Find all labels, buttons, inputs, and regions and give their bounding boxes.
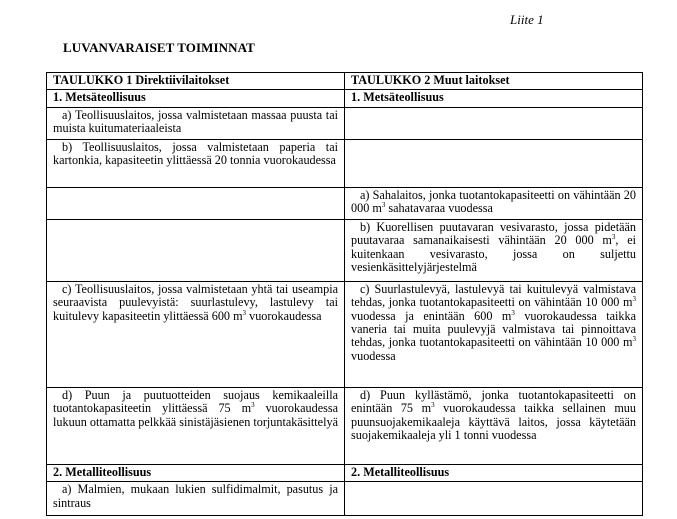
table-row xyxy=(47,482,643,516)
item-text-part: b) Kuorellisen puutavaran vesivarasto, jossa pidetään puutavaraa samanaikaisesti vähintään 20 000 m xyxy=(351,219,636,248)
item-text-part: vuorokaudessa taikka sellainen muu puunsuojakemikaaleja käyttävä laitos, jossa käytetään suojakemikaaleja yli 1 tonni vuodessa xyxy=(351,401,636,443)
superscript: 3 xyxy=(242,308,247,317)
table-cell-right xyxy=(345,387,643,464)
table-cell-right xyxy=(345,139,643,187)
item-text xyxy=(351,221,636,275)
table-header-row xyxy=(47,73,643,90)
item-text-part: vuorokaudessa lukuun ottamatta pelkkää sinistäjäsienen torjuntakäsittelyä xyxy=(53,401,338,429)
table-row xyxy=(47,107,643,139)
permit-table xyxy=(46,72,643,516)
table-row xyxy=(47,281,643,387)
section-row-metal-industry xyxy=(47,464,643,481)
item-text-part: vuorokaudessa taikka vaneria tai muita puulevyjä valmistava tai pinnoittava tehdas, jonka tuotantokapasiteetti on vähintään 10 000 m xyxy=(351,308,636,350)
table-row xyxy=(47,139,643,187)
table-row xyxy=(47,219,643,281)
item-text xyxy=(53,283,338,323)
section-heading-left: 2. Metalliteollisuus xyxy=(47,464,345,481)
table-cell-left xyxy=(47,281,345,387)
superscript: 3 xyxy=(611,233,616,242)
table-cell-right xyxy=(345,187,643,219)
item-text-part: d) Puun kyllästämö, jonka tuotantokapasiteetti on enintään 75 m xyxy=(351,387,636,416)
section-heading-right: 1. Metsäteollisuus xyxy=(345,90,643,107)
item-text-part: , ei kuitenkaan vesivarasto, jossa on suljettu vesienkäsittelyjärjestelmä xyxy=(351,233,636,275)
document-title: LUVANVARAISET TOIMINNAT xyxy=(63,40,255,55)
item-text xyxy=(351,283,636,363)
table-row xyxy=(47,387,643,464)
item-text xyxy=(53,389,338,429)
superscript: 3 xyxy=(511,308,515,317)
superscript: 3 xyxy=(632,295,636,304)
section-heading-right: 2. Metalliteollisuus xyxy=(345,464,643,481)
table-cell-right xyxy=(345,219,643,281)
item-text-part: d) Puun ja puutuotteiden suojaus kemikaaleilla tuotantokapasiteetin ylittäessä 75 m xyxy=(53,387,338,416)
item-text-part: sahatavaraa vuodessa xyxy=(385,201,493,216)
item-text-part: c) Suurlastulevyä, lastulevyä tai kuitulevyä valmistava tehdas, jonka tuotantokapasiteetti on vähintään 10 000 m xyxy=(351,281,636,310)
item-text: b) Teollisuuslaitos, jossa valmistetaan paperia tai kartonkia, kapasiteetin ylittäessä 20 tonnia vuorokaudessa xyxy=(53,139,338,168)
table-cell-right xyxy=(345,107,643,139)
superscript: 3 xyxy=(251,401,255,410)
column-heading-directive: TAULUKKO 1 Direktiivilaitokset xyxy=(47,73,345,90)
table-cell-left xyxy=(47,139,345,187)
appendix-label: Liite 1 xyxy=(510,12,544,27)
item-text: a) Teollisuuslaitos, jossa valmistetaan massaa puusta tai muista kuitumateriaaleista xyxy=(53,107,338,136)
table-row xyxy=(47,187,643,219)
table-cell-left xyxy=(47,219,345,281)
table-cell-right xyxy=(345,482,643,516)
table-cell-left xyxy=(47,187,345,219)
item-text-part: a) Sahalaitos, jonka tuotantokapasiteetti on vähintään 20 000 m xyxy=(351,187,636,216)
item-text: a) Malmien, mukaan lukien sulfidimalmit, pasutus ja sintraus xyxy=(53,482,338,510)
item-text xyxy=(351,189,636,216)
item-text-part: vuorokaudessa xyxy=(246,308,322,323)
section-heading-left: 1. Metsäteollisuus xyxy=(47,90,345,107)
table-cell-left xyxy=(47,107,345,139)
table-cell-left xyxy=(47,387,345,464)
superscript: 3 xyxy=(431,401,435,410)
item-text xyxy=(351,389,636,443)
superscript: 3 xyxy=(381,201,386,210)
table-cell-left xyxy=(47,482,345,516)
section-row-forest-industry xyxy=(47,90,643,107)
superscript: 3 xyxy=(632,335,636,344)
item-text-part: vuodessa xyxy=(351,348,396,363)
item-text-part: vuodessa ja enintään 600 m xyxy=(351,308,512,323)
item-text-part: c) Teollisuuslaitos, jossa valmistetaan yhtä tai useampia seuraavista puulevyistä: suurlastulevy, lastulevy tai kuitulevy kapasiteetin ylittäessä 600 m xyxy=(53,281,338,323)
table-cell-right xyxy=(345,281,643,387)
column-heading-other: TAULUKKO 2 Muut laitokset xyxy=(345,73,643,90)
